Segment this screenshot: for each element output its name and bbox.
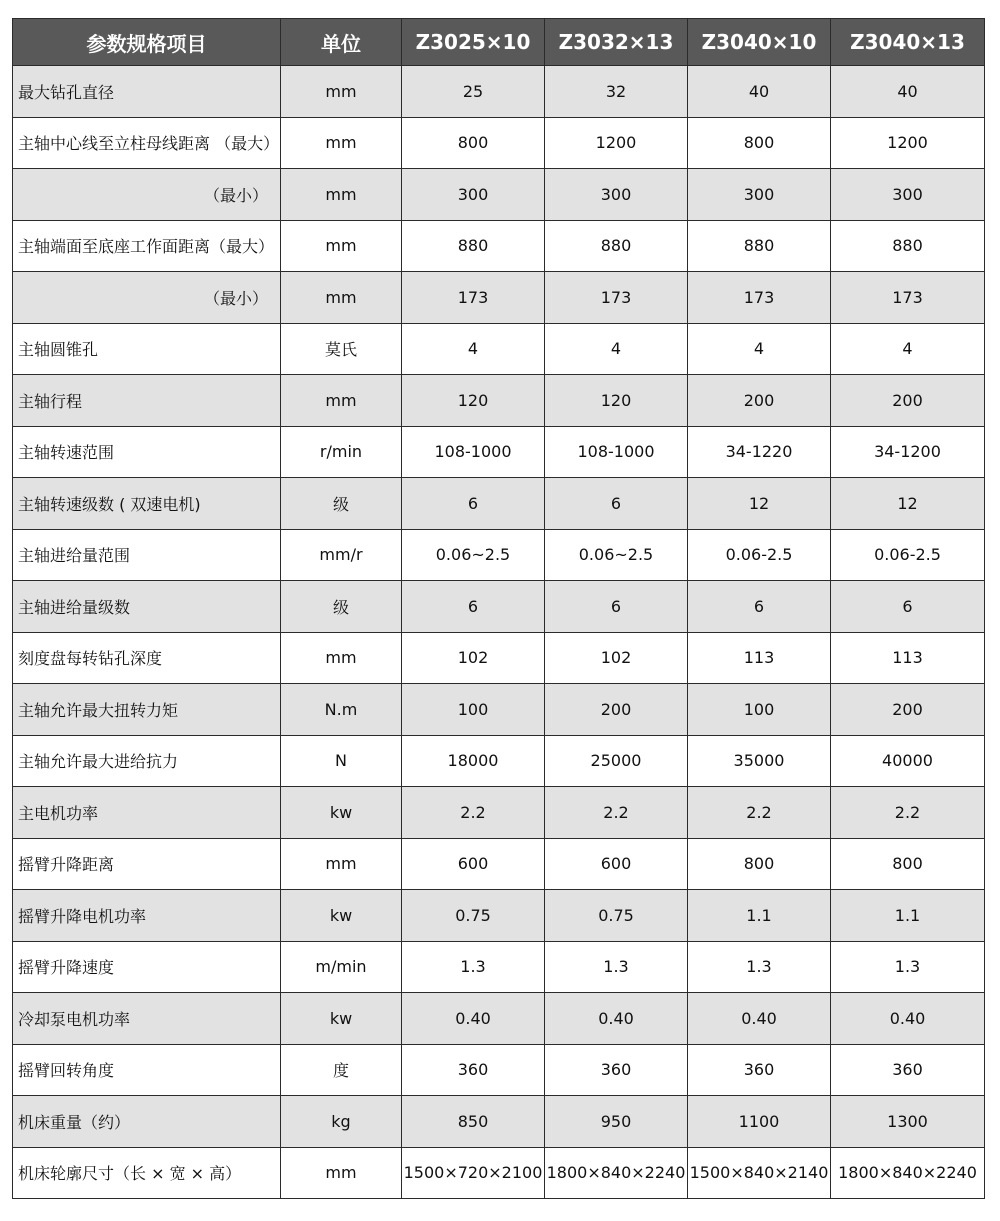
value-cell: 0.75 [402, 890, 545, 942]
param-cell: 主轴转速范围 [13, 426, 281, 478]
value-cell: 40 [831, 66, 985, 118]
header-model: Z3040×13 [831, 19, 985, 66]
param-cell: 摇臂回转角度 [13, 1044, 281, 1096]
unit-cell: kw [281, 993, 402, 1045]
unit-cell: kg [281, 1096, 402, 1148]
value-cell: 2.2 [688, 787, 831, 839]
unit-cell: 级 [281, 581, 402, 633]
value-cell: 600 [545, 838, 688, 890]
value-cell: 0.40 [402, 993, 545, 1045]
param-cell: 主轴转速级数 ( 双速电机) [13, 478, 281, 530]
value-cell: 2.2 [545, 787, 688, 839]
value-cell: 1300 [831, 1096, 985, 1148]
table-row [13, 220, 985, 272]
unit-cell: mm [281, 169, 402, 221]
table-header [13, 19, 985, 66]
table-row [13, 581, 985, 633]
param-cell: 主轴圆锥孔 [13, 323, 281, 375]
header-model: Z3032×13 [545, 19, 688, 66]
value-cell: 108-1000 [545, 426, 688, 478]
value-cell: 1.1 [831, 890, 985, 942]
value-cell: 120 [545, 375, 688, 427]
value-cell: 40 [688, 66, 831, 118]
value-cell: 12 [831, 478, 985, 530]
table-row [13, 169, 985, 221]
unit-cell: mm [281, 838, 402, 890]
table-row [13, 478, 985, 530]
header-model: Z3025×10 [402, 19, 545, 66]
param-cell: （最小） [13, 169, 281, 221]
value-cell: 18000 [402, 735, 545, 787]
value-cell: 300 [545, 169, 688, 221]
unit-cell: mm [281, 272, 402, 324]
value-cell: 173 [545, 272, 688, 324]
unit-cell: 级 [281, 478, 402, 530]
value-cell: 800 [688, 117, 831, 169]
value-cell: 100 [402, 684, 545, 736]
table-row [13, 426, 985, 478]
value-cell: 360 [831, 1044, 985, 1096]
table-row [13, 684, 985, 736]
table-row [13, 890, 985, 942]
value-cell: 2.2 [402, 787, 545, 839]
value-cell: 360 [402, 1044, 545, 1096]
unit-cell: kw [281, 787, 402, 839]
value-cell: 600 [402, 838, 545, 890]
value-cell: 0.06-2.5 [688, 529, 831, 581]
unit-cell: 度 [281, 1044, 402, 1096]
param-cell: 主轴进给量级数 [13, 581, 281, 633]
value-cell: 2.2 [831, 787, 985, 839]
value-cell: 360 [688, 1044, 831, 1096]
value-cell: 6 [545, 478, 688, 530]
value-cell: 113 [831, 632, 985, 684]
unit-cell: m/min [281, 941, 402, 993]
param-cell: 最大钻孔直径 [13, 66, 281, 118]
param-cell: 摇臂升降速度 [13, 941, 281, 993]
value-cell: 12 [688, 478, 831, 530]
param-cell: 刻度盘每转钻孔深度 [13, 632, 281, 684]
value-cell: 300 [831, 169, 985, 221]
unit-cell: mm [281, 1147, 402, 1199]
unit-cell: mm [281, 632, 402, 684]
header-row [13, 19, 985, 66]
value-cell: 25 [402, 66, 545, 118]
value-cell: 1.3 [688, 941, 831, 993]
param-cell: 摇臂升降电机功率 [13, 890, 281, 942]
value-cell: 200 [831, 684, 985, 736]
value-cell: 300 [688, 169, 831, 221]
value-cell: 200 [688, 375, 831, 427]
table-row [13, 1044, 985, 1096]
value-cell: 0.40 [688, 993, 831, 1045]
value-cell: 120 [402, 375, 545, 427]
table-row [13, 117, 985, 169]
table-row [13, 323, 985, 375]
unit-cell: N [281, 735, 402, 787]
param-cell: 主轴端面至底座工作面距离（最大） [13, 220, 281, 272]
value-cell: 100 [688, 684, 831, 736]
value-cell: 102 [545, 632, 688, 684]
unit-cell: mm/r [281, 529, 402, 581]
value-cell: 800 [402, 117, 545, 169]
value-cell: 173 [688, 272, 831, 324]
unit-cell: r/min [281, 426, 402, 478]
value-cell: 360 [545, 1044, 688, 1096]
value-cell: 880 [545, 220, 688, 272]
param-cell: 机床重量（约） [13, 1096, 281, 1148]
value-cell: 6 [688, 581, 831, 633]
value-cell: 1100 [688, 1096, 831, 1148]
value-cell: 880 [688, 220, 831, 272]
value-cell: 1800×840×2240 [545, 1147, 688, 1199]
value-cell: 40000 [831, 735, 985, 787]
value-cell: 6 [545, 581, 688, 633]
value-cell: 0.75 [545, 890, 688, 942]
value-cell: 113 [688, 632, 831, 684]
value-cell: 1200 [831, 117, 985, 169]
header-unit: 单位 [281, 19, 402, 66]
table-row [13, 1147, 985, 1199]
value-cell: 35000 [688, 735, 831, 787]
value-cell: 0.06-2.5 [831, 529, 985, 581]
unit-cell: mm [281, 117, 402, 169]
value-cell: 1500×720×2100 [402, 1147, 545, 1199]
value-cell: 0.06~2.5 [402, 529, 545, 581]
table-row [13, 66, 985, 118]
unit-cell: mm [281, 220, 402, 272]
value-cell: 25000 [545, 735, 688, 787]
value-cell: 4 [402, 323, 545, 375]
param-cell: 主轴允许最大进给抗力 [13, 735, 281, 787]
param-cell: 主轴进给量范围 [13, 529, 281, 581]
value-cell: 300 [402, 169, 545, 221]
value-cell: 6 [402, 478, 545, 530]
table-row [13, 735, 985, 787]
unit-cell: mm [281, 375, 402, 427]
value-cell: 850 [402, 1096, 545, 1148]
value-cell: 6 [831, 581, 985, 633]
table-row [13, 1096, 985, 1148]
value-cell: 4 [831, 323, 985, 375]
table-row [13, 632, 985, 684]
param-cell: 主轴行程 [13, 375, 281, 427]
value-cell: 1200 [545, 117, 688, 169]
param-cell: 主轴中心线至立柱母线距离 （最大） [13, 117, 281, 169]
value-cell: 800 [831, 838, 985, 890]
value-cell: 1500×840×2140 [688, 1147, 831, 1199]
value-cell: 200 [831, 375, 985, 427]
unit-cell: mm [281, 66, 402, 118]
value-cell: 1.3 [545, 941, 688, 993]
value-cell: 200 [545, 684, 688, 736]
value-cell: 108-1000 [402, 426, 545, 478]
table-row [13, 993, 985, 1045]
value-cell: 4 [688, 323, 831, 375]
unit-cell: kw [281, 890, 402, 942]
value-cell: 173 [402, 272, 545, 324]
value-cell: 32 [545, 66, 688, 118]
table-row [13, 375, 985, 427]
value-cell: 880 [831, 220, 985, 272]
table-row [13, 838, 985, 890]
value-cell: 34-1220 [688, 426, 831, 478]
value-cell: 800 [688, 838, 831, 890]
value-cell: 1.3 [402, 941, 545, 993]
table-row [13, 529, 985, 581]
value-cell: 6 [402, 581, 545, 633]
table-row [13, 272, 985, 324]
header-model: Z3040×10 [688, 19, 831, 66]
param-cell: 机床轮廓尺寸（长 × 宽 × 高） [13, 1147, 281, 1199]
value-cell: 1.3 [831, 941, 985, 993]
value-cell: 1.1 [688, 890, 831, 942]
table-row [13, 787, 985, 839]
param-cell: 主电机功率 [13, 787, 281, 839]
unit-cell: N.m [281, 684, 402, 736]
param-cell: 摇臂升降距离 [13, 838, 281, 890]
param-cell: 主轴允许最大扭转力矩 [13, 684, 281, 736]
value-cell: 102 [402, 632, 545, 684]
param-cell: 冷却泵电机功率 [13, 993, 281, 1045]
value-cell: 173 [831, 272, 985, 324]
unit-cell: 莫氏 [281, 323, 402, 375]
value-cell: 0.06~2.5 [545, 529, 688, 581]
value-cell: 4 [545, 323, 688, 375]
value-cell: 0.40 [545, 993, 688, 1045]
value-cell: 0.40 [831, 993, 985, 1045]
table-body [13, 66, 985, 1199]
value-cell: 34-1200 [831, 426, 985, 478]
value-cell: 950 [545, 1096, 688, 1148]
param-cell: （最小） [13, 272, 281, 324]
spec-table [12, 18, 985, 1199]
table-row [13, 941, 985, 993]
value-cell: 880 [402, 220, 545, 272]
header-param: 参数规格项目 [13, 19, 281, 66]
value-cell: 1800×840×2240 [831, 1147, 985, 1199]
